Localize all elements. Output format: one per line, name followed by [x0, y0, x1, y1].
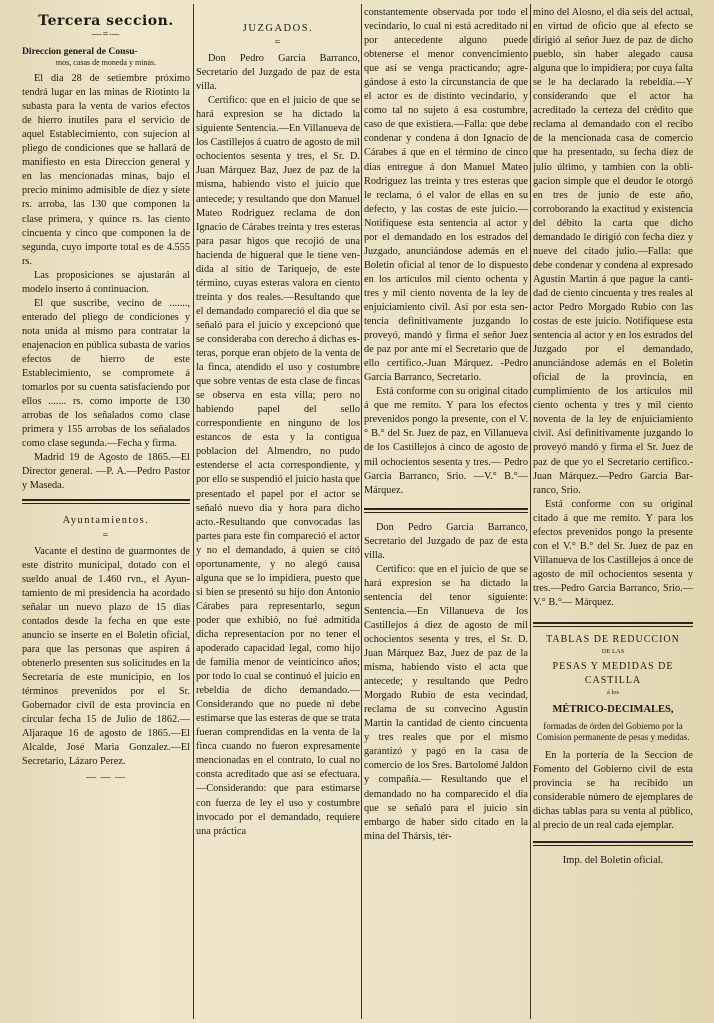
paragraph: Certifico: que en el juicio de que se hará expresion se ha dictado la siguiente Sentencia.—En Villanueva de los Castillejos á cuatro de agosto de mil ochocientos sesenta y tres, el Sr. D. Juan Márquez Baz, Juez de paz de la misma, habiendo visto el juicio que antecede; y resultando que don Manuel Mateo Rodriguez reclama de don Ignacio de Cárabes treinta y tres esteras para pasar higos que recojió de una hacienda de higueral que le tiene vendida al sitio de Tariquejo, de este término, cuyas esteras valora en ciento treinta y dos reales.—Resultando que el demandado compareció el dia que se señaló para el juicio y excepcionó que se consideraba con derecho á dichas esteras, porque eran objeto de la venta de la finca, atendido el uso y costumbre que sobre ventas de esta clase de fincas se observa en esta villa; pero no habiendo papel del sello correspondiente en ninguno de los estancos de esta y la contigua poblacion del Almendro, no pudo estenderse el acta correspondiente, y por ello se suspendió el juicio hasta que presentado el papel por el actor se señaló nuevo dia y hora para dicho acto.-Resultando que convocadas las partes para este fin compareció el actor y no el demandado, á quien se citó oportunamente, y no alegó causa alguna que se lo impidiera, puesto que si bien se presentó su hijo don Antonio Cárabes para representarlo, segun poder que exhibió, no fué admitida dicha representacion por no tener el apoderado capacidad legal, como hijo de familia menor de veinticinco años; por todo lo cual se continuó el juicio en rebeldía de dicho demandado.—Considerando que no puede ni debe estimarse que las esteras de que se trata fueran comprendidas en la venta de la finca cuando no fueron expresamente mencionadas en el contrato, lo cual no consta acreditado que así se efectuara.—Considerando: que para estimarse con fuerza de ley el uso y costumbre invocado por el demandado, requiere una práctica [196, 95, 360, 837]
paragraph: Las proposiciones se ajustarán al modelo inserto á continuacion. [22, 269, 190, 295]
column-2 [196, 6, 360, 839]
paragraph: Vacante el destino de guarmontes de este distrito municipal, dotado con el sueldo anual de 1.460 rvn., el Ayuntamiento de mi presidencia ha acordado señalar un nuevo plazo de 15 dias contados desde la fecha en que este anuncio se inserte en el Boletin oficial, para que las personas que aspiren á obtenerlo presenten sus solicitudes en la Secretaría de este municipio, en los términos prevenidos por el Sr. Gobernador civil de esta provincia en circular fecha 15 de Julio de 1862.—Aljaraque 16 de agosto de 1865.—El Alcalde, José Maria Gonzalez.—El Secretario, Lázaro Perez. [22, 545, 190, 768]
paragraph: constantemente observada por todo el vecindario, lo cual ni está acreditado ni por antecedente alguno puede obtenerse el menor convencimiento que así se venga practicando; agregándose á esto la circunstancia de que el actor es de distinto vecindario, y como tal no sujeto á esa costumbre, caso de que existiera.—Falla: que debe condenar y condena á don Ignacio de Cárabes á que en el término de cinco dias entregue á don Manuel Mateo Rodriguez las treinta y tres esteras que le reclama, ó el valor de ellas en su defecto, y las costas de este juicio.— Notifíquese esta sentencia al actor y por el demandado en los estrados del Juzgado, anunciándose además en el Boletin oficial al tenor de lo dispuesto en los artículos mil ciento ochenta y tres y mil ciento noventa de la ley de enjuiciamiento civil. Así por esta sentencia definitivamente juzgando lo proveyó, mandó y firma el señor Juez de paz por ante mí el Secretario que de ello certifico.-Juan Márquez. -Pedro Garcia Barranco, Secretario. [364, 7, 528, 384]
section-title: Tercera seccion. [38, 13, 174, 29]
paragraph: El dia 28 de setiembre próximo tendrá lugar en las minas de Riotinto la subasta para la venta de varios efectos de hierro inutiles para el servicio de aquel Establecimiento, con sujecion al pliego de condiciones que se hallará de manifiesto en esta Direccion general y en las mencionadas minas, bajo el precio mínimo admisible de diez y siete rs. arroba, las 130 que componen la clase primera, y quince rs. las ciento cincuenta y cinco que componen la de segunda, cuyo importe total es de 4.555 rs. [22, 73, 190, 267]
notice-note: formadas de órden del Gobierno por la Comision permanente de pesas y medidas. [536, 721, 690, 743]
paragraph: En la portería de la Seccion de Fomento del Gobierno civil de esta provincia se ha recibido un considerable número de ejemplares de dichas tablas para su venta al público, al precio de un real cada ejemplar. [533, 750, 693, 832]
paragraph: Don Pedro Garcia Barranco, Secretario del Juzgado de paz de esta villa. [196, 53, 360, 93]
paragraph: mino del Alosno, el dia seis del actual, en virtud de oficio que al efecto se dirigió al señor Juez de paz de dicho pueblo, sin haber alegado causa alguna que lo impidiera; por cuya falta se le ha declarado la rebeldía.—Y considerando que el actor ha acreditado la certeza del crédito que reclama al demandado con el recibo de la mencionada casa de comercio que ha presentado, su fecha diez de julio último, y tambien con la obligacion simple que el deudor le otorgó en tres de junio de este año, corroborando la exactitud y existencia del débito la carta que dicho demandado le dirigió con fecha diez y nueve del citado julio.—Falla: que debe condenar y condena al expresado Agustin Martin á que pague la cantidad de ciento cincuenta y tres reales al actor Pedro Morgado Rubio con las costas de este juicio. Notifíquese esta sentencia al actor y en los estrados del Juzgado por el demandado, anunciándose además en el Boletin oficial de la provincia, en cumplimiento de los artículos mil ciento ochenta y tres y mil ciento noventa de la ley de enjuiciamiento civil. Así definitivamente juzgando lo proveyó mandó y firma el Sr. Juez de paz de que yo el Secretario certifico.-Juan Márquez.—Pedro Garcia Barranco, Srio. [533, 7, 693, 496]
paragraph: Don Pedro Garcia Barranco, Secretario del Juzgado de paz de esta villa. [364, 521, 528, 561]
section-rule [533, 841, 693, 846]
paragraph: Está conforme con su original citado á que me remito. Y para los efectos prevenidos pongo la presente, con el V.° B.° del Sr. Juez de paz, en Villanueva de los Castillejos á cinco de agosto de mil ochocientos sesenta y tres.— Pedro Garcia Barranco, Srio. —V.° B.°—Márquez. [364, 386, 528, 496]
article-subheading: mos, casas de moneda y minas. [55, 58, 157, 68]
notice-main: MÉTRICO-DECIMALES, [552, 704, 674, 716]
column-divider [193, 4, 194, 1019]
section-rule [533, 622, 693, 627]
imprint: Imp. del Boletin oficial. [562, 855, 664, 867]
section-heading: JUZGADOS. [242, 23, 314, 34]
notice-small: á los [606, 689, 620, 697]
column-divider [530, 4, 531, 1019]
section-rule [22, 499, 190, 504]
section-heading: Ayuntamientos. [62, 515, 150, 527]
paragraph: Certifico: que en el juicio de que se hará expresion se ha dictado la sentencia del tenor siguiente: Sentencia.—En Villanueva de los Castillejos á diez de agosto de mil ochocientos sesenta y tres, el Sr. D. Juan Márquez Baz, Juez de paz de la misma, habiendo visto el acta que antecede; y resultando que Pedro Morgado Rubio de esta vecindad, reclama de su convecino Agustin Martin la cantidad de ciento cincuenta y tres reales que por el mismo garantizó y pagó en la casa de comercio de los Sres. Bartolomé Jaldon y compañía.— Resultando que el demandado no ha comparecido el dia que se señaló para el juicio sin embargo de haber sido citado en la mina del Thársis, tér- [364, 563, 528, 842]
column-divider [361, 4, 362, 1019]
column-4 [533, 6, 693, 869]
notice-title: PESAS Y MEDIDAS DE CASTILLA [552, 661, 674, 687]
paragraph: Madrid 19 de Agosto de 1865.—El Director general. —P. A.—Pedro Pastor y Maseda. [22, 452, 190, 492]
ornament-dash: —=— [91, 29, 121, 41]
ornament-dash: — — — [86, 772, 126, 784]
ornament-dash: = [274, 37, 282, 49]
paragraph: El que suscribe, vecino de ......., enterado del pliego de condiciones y nota unida al mismo para contratar la enajenacion en pública subasta de varios efectos de hierro de este Establecimiento, se compromete á tomarlos por su cuenta satisfaciendo por ellos ....... rs. como importe de 130 arrobas de los señalados como clase primera y 155 arrobas de los señalados como clase segunda.—Fecha y firma. [22, 297, 190, 450]
column-1 [22, 6, 190, 787]
notice-small: DE LAS [601, 648, 625, 656]
ornament-dash: = [102, 529, 110, 541]
notice-title: TABLAS DE REDUCCION [546, 634, 680, 646]
column-3 [364, 6, 528, 844]
article-heading: Direccion general de Consu- [22, 46, 138, 58]
section-rule [364, 508, 528, 513]
paragraph: Está conforme con su original citado á que me remito. Y para los efectos prevenidos pongo la presente con el V.° B.° del Sr. Juez de paz en Villanueva de los Castillejos á once de agosto de mil ochocientos sesenta y tres.—Pedro Garcia Barranco, Srio.—V.° B.°— Márquez. [533, 498, 693, 608]
